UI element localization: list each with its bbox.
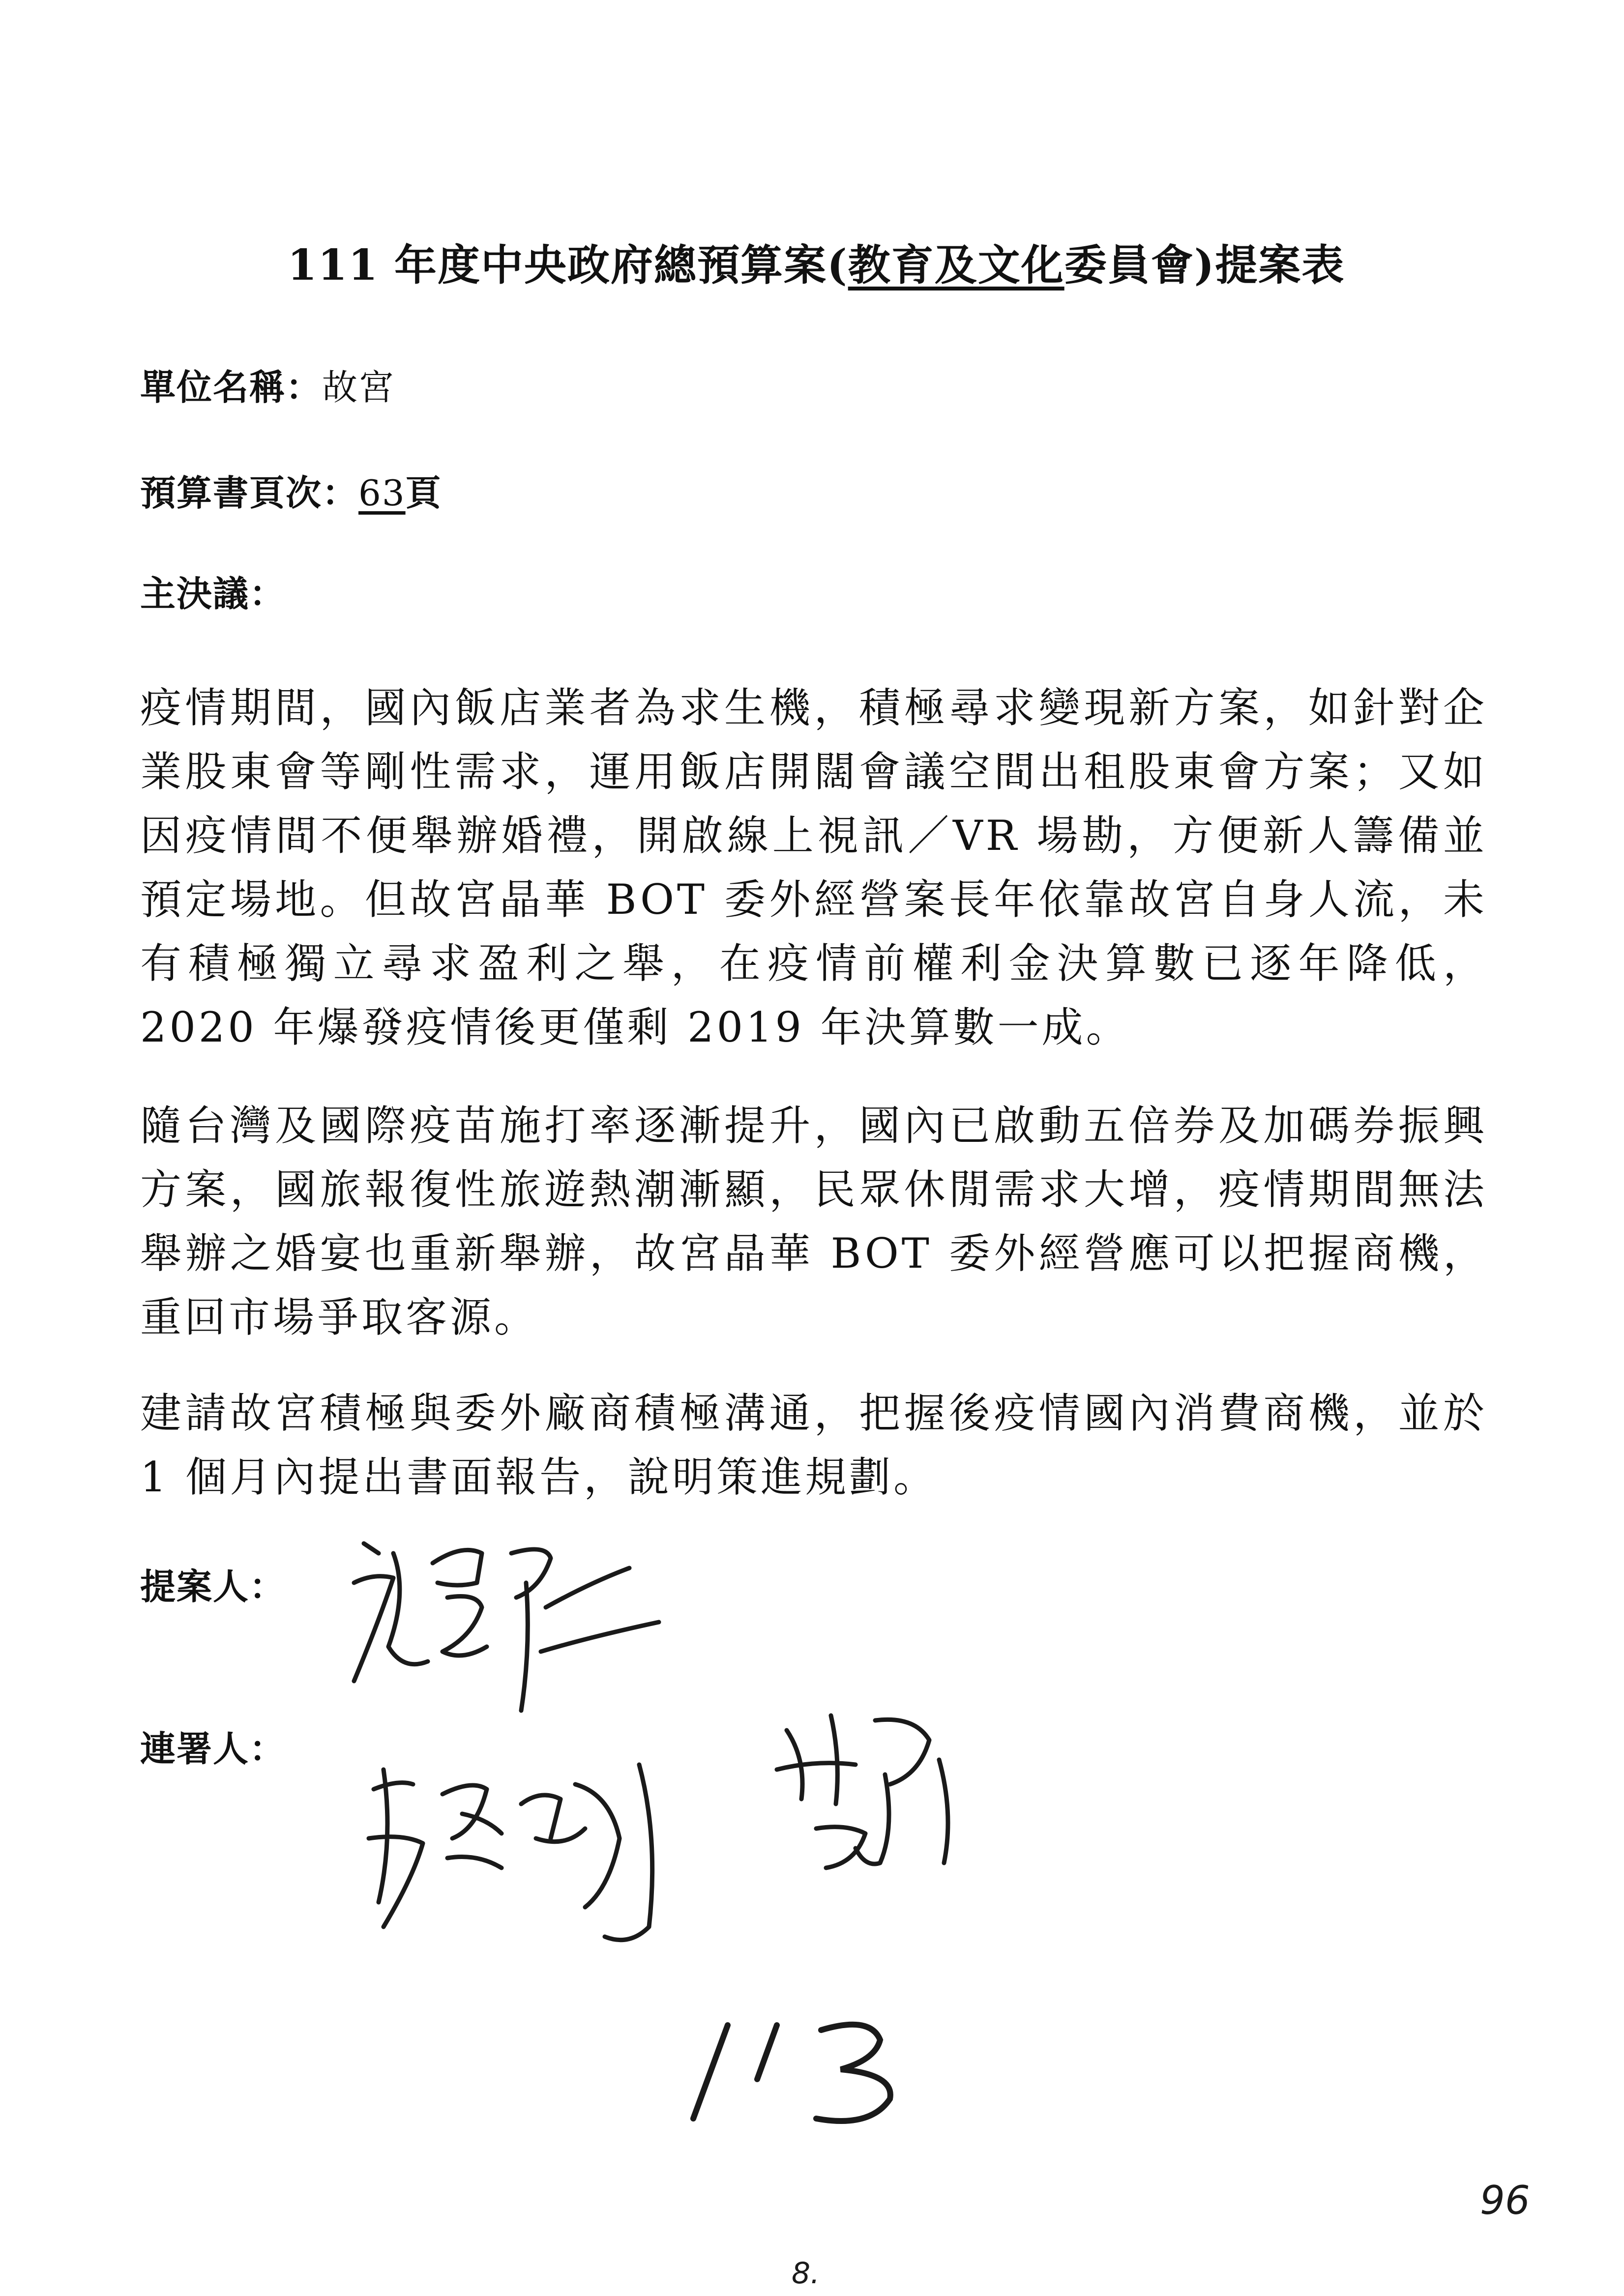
paragraph-1: 疫情期間，國內飯店業者為求生機，積極尋求變現新方案，如針對企業股東會等剛性需求，運用飯店開闊會議空間出租股東會方案；又如因疫情間不便舉辦婚禮，開啟線上視訊／VR 場勘，方便新人籌備並預定場地。但故宮晶華 BOT 委外經營案長年依靠故宮自身人流，未有積極獨立尋求盈利之舉，在疫情前權利金決算數已逐年降低，2020 年爆發疫情後更僅剩 2019 年決算數一成。 xyxy=(140,684,1487,1051)
unit-field xyxy=(140,359,395,410)
budget-page-value: 63 xyxy=(358,472,406,514)
handwritten-number xyxy=(674,2005,929,2135)
footer-page-number: 8. xyxy=(792,2256,820,2291)
document-title xyxy=(275,231,1357,292)
cosigner-signature-2 xyxy=(767,1701,974,1907)
cosigner-signature-1 xyxy=(354,1740,738,1966)
paragraph-2: 隨台灣及國際疫苗施打率逐漸提升，國內已啟動五倍券及加碼券振興方案，國旅報復性旅遊熱潮漸顯，民眾休閒需求大增，疫情期間無法舉辦之婚宴也重新舉辦，故宮晶華 BOT 委外經營應可以把握商機，重回市場爭取客源。 xyxy=(140,1102,1487,1341)
resolution-heading: 主決議： xyxy=(140,573,286,614)
paragraph-3: 建請故宮積極與委外廠商積極溝通，把握後疫情國內消費商機，並於 1 個月內提出書面報告，說明策進規劃。 xyxy=(140,1389,1487,1501)
title-committee: 教育及文化 xyxy=(848,240,1064,290)
budget-page-field xyxy=(140,465,442,516)
proposer-signature xyxy=(334,1524,688,1750)
handwritten-number-glyphs xyxy=(674,2005,929,2133)
budget-page-label: 預算書頁次： xyxy=(140,472,359,514)
cosigner-label: 連署人： xyxy=(140,1728,286,1770)
proposer-label: 提案人： xyxy=(140,1566,286,1607)
unit-label: 單位名稱： xyxy=(140,366,323,408)
budget-page-suffix: 頁 xyxy=(405,472,442,514)
corner-number: 96 xyxy=(1480,2178,1530,2223)
title-suffix: 委員會)提案表 xyxy=(1064,240,1345,290)
title-prefix: 111 年度中央政府總預算案( xyxy=(287,240,848,290)
unit-value: 故宮 xyxy=(322,367,395,408)
